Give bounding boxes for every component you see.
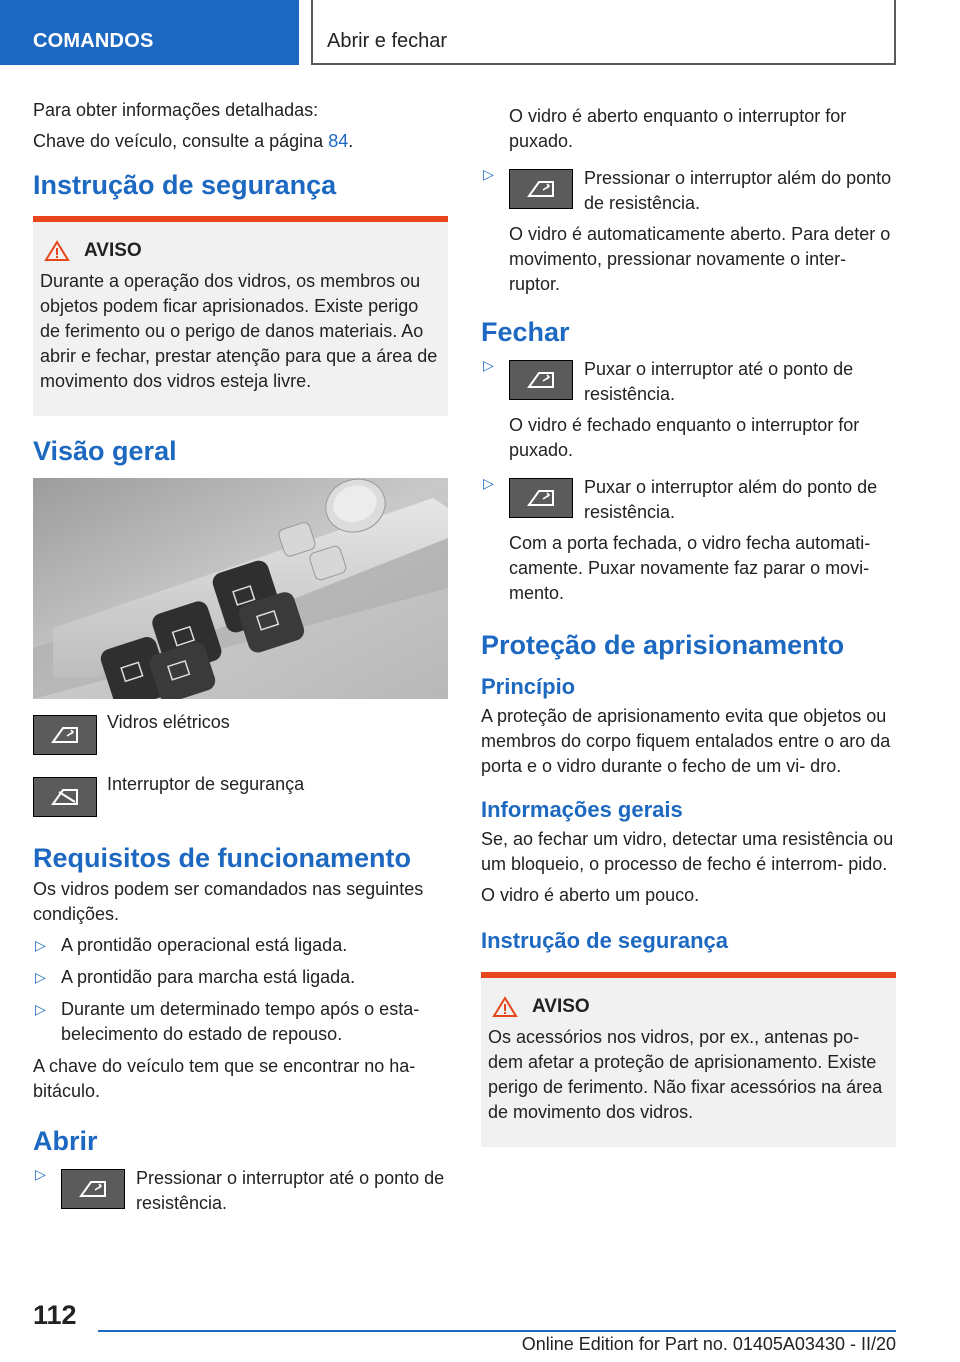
step-text: Pressionar o interruptor além do ponto de resistência.: [584, 168, 892, 213]
key-reference: [33, 129, 448, 154]
bullet-triangle-icon: ▷: [35, 1001, 46, 1017]
key-reference-suffix: .: [348, 131, 354, 151]
warning-text: Os acessórios nos vidros, por ex., antenas po- dem afetar a proteção de aprisionamento. Existe perigo de ferimento. Não fixar acessórios na área de movimento dos vidros.: [488, 1027, 883, 1122]
window-switch-icon: [509, 478, 573, 518]
key-reference-text: Chave do veículo, consulte a página: [33, 131, 329, 151]
section-title: Abrir e fechar: [327, 30, 448, 52]
bullet-triangle-icon: ▷: [35, 1166, 46, 1182]
list-item: [33, 933, 448, 958]
warning-triangle-icon: [492, 996, 518, 1018]
legend-label: Vidros elétricos: [107, 712, 230, 732]
close-step: [481, 357, 896, 407]
legend-item: [33, 774, 448, 817]
list-item-text: A prontidão para marcha está ligada.: [61, 967, 356, 987]
general-info-text: Se, ao fechar um vidro, detectar uma resistência ou um bloqueio, o processo de fecho é interrom- pido.: [481, 829, 894, 874]
list-item-text: A prontidão operacional está ligada.: [61, 935, 348, 955]
safety-heading: Instrução de segurança: [33, 170, 337, 200]
list-item: [33, 997, 448, 1047]
chapter-tab: [0, 0, 299, 65]
section-title-box: [311, 0, 896, 65]
step-text: Puxar o interruptor até o ponto de resistência.: [584, 359, 854, 404]
window-switch-icon: [509, 169, 573, 209]
pinch-protection-heading: Proteção de aprisionamento: [481, 630, 845, 660]
footer-divider: [98, 1330, 896, 1332]
close-heading: Fechar: [481, 317, 570, 347]
bullet-triangle-icon: ▷: [483, 357, 494, 373]
safety-switch-icon: [33, 777, 97, 817]
legend-item: [33, 712, 448, 755]
open-heading: Abrir: [33, 1126, 98, 1156]
warning-triangle-icon: [44, 240, 70, 262]
window-switch-icon: [33, 715, 97, 755]
page-link[interactable]: 84: [328, 131, 349, 151]
step-continuation: O vidro é aberto enquanto o interruptor for puxado.: [509, 106, 847, 151]
intro-text: Para obter informações detalhadas:: [33, 100, 319, 120]
warning-title-row: [40, 240, 441, 262]
bullet-triangle-icon: ▷: [483, 475, 494, 491]
warning-text: Durante a operação dos vidros, os membros ou objetos podem ficar aprisionados. Existe perigo de ferimento ou o perigo de danos materiais. Ao abrir e fechar, prestar atenção para que a área de movimento dos vidros esteja livre.: [40, 271, 438, 391]
requirements-note: A chave do veículo tem que se encontrar no ha- bitáculo.: [33, 1056, 416, 1101]
right-column: [481, 104, 896, 1165]
bullet-triangle-icon: ▷: [35, 937, 46, 953]
step-continuation: O vidro é automaticamente aberto. Para deter o movimento, pressionar novamente o inter- ruptor.: [509, 224, 891, 294]
window-switch-icon: [61, 1169, 125, 1209]
overview-heading: Visão geral: [33, 436, 177, 466]
requirements-list: [33, 933, 448, 1047]
warning-title-row: [488, 996, 889, 1018]
safety-heading: Instrução de segurança: [481, 928, 728, 953]
warning-box: [481, 972, 896, 1147]
step-continuation: Com a porta fechada, o vidro fecha automati- camente. Puxar novamente faz parar o movi- mento.: [509, 533, 871, 603]
step-text: Pressionar o interruptor até o ponto de resistência.: [136, 1168, 445, 1213]
page-number: 112: [33, 1300, 77, 1330]
bullet-triangle-icon: ▷: [483, 166, 494, 182]
close-step: [481, 475, 896, 525]
bullet-triangle-icon: ▷: [35, 969, 46, 985]
window-switch-icon: [509, 360, 573, 400]
open-step: [33, 1166, 448, 1216]
warning-box: [33, 216, 448, 416]
legend-label: Interruptor de segurança: [107, 774, 305, 794]
general-info-text: O vidro é aberto um pouco.: [481, 885, 700, 905]
principle-heading: Princípio: [481, 674, 576, 699]
list-item: [33, 965, 448, 990]
open-step: [481, 166, 896, 216]
edition-text: Online Edition for Part no. 01405A03430 - II/20: [521, 1334, 896, 1354]
step-continuation: O vidro é fechado enquanto o interruptor for puxado.: [509, 415, 860, 460]
chapter-label: COMANDOS: [33, 30, 154, 52]
step-text: Puxar o interruptor além do ponto de resistência.: [584, 477, 878, 522]
list-item-text: Durante um determinado tempo após o esta- belecimento do estado de repouso.: [61, 999, 420, 1044]
warning-title: AVISO: [84, 240, 142, 261]
general-info-heading: Informações gerais: [481, 797, 683, 822]
requirements-intro: Os vidros podem ser comandados nas seguintes condições.: [33, 879, 424, 924]
warning-title: AVISO: [532, 996, 590, 1017]
requirements-heading: Requisitos de funcionamento: [33, 843, 412, 873]
left-column: [33, 98, 448, 1216]
window-switch-photo: [33, 478, 448, 699]
principle-text: A proteção de aprisionamento evita que objetos ou membros do corpo fiquem entalados entre o aro da porta e o vidro durante o fecho de um vi- dro.: [481, 706, 891, 776]
